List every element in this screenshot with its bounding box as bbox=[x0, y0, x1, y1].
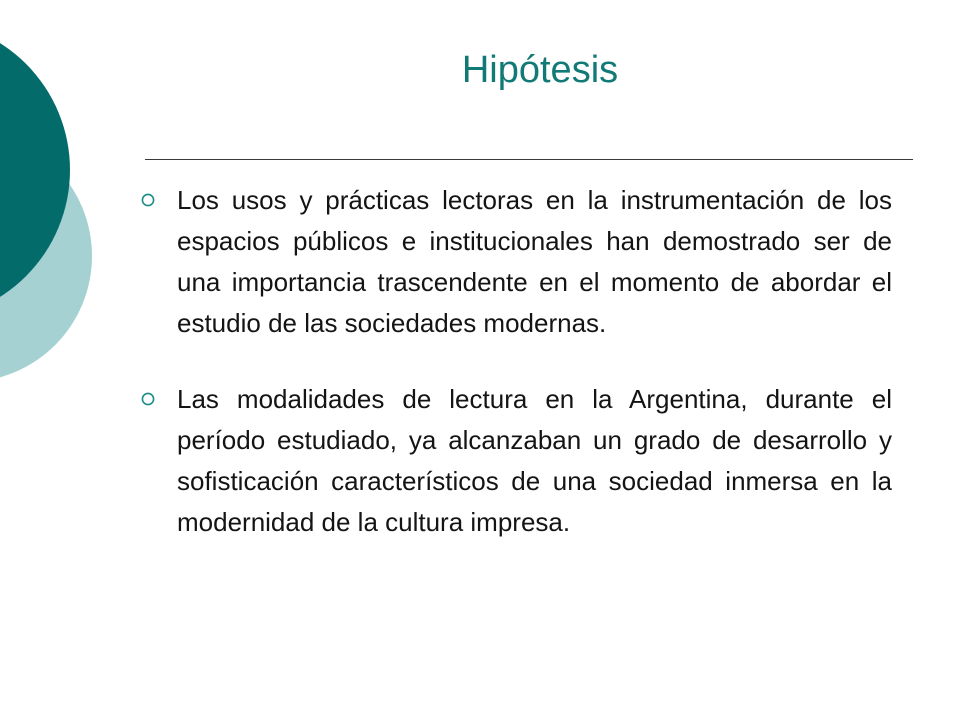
bullet-item bbox=[140, 180, 892, 344]
slide-title: Hipótesis bbox=[461, 49, 619, 91]
hollow-circle-bullet-icon bbox=[140, 192, 156, 208]
bullet-list bbox=[140, 180, 892, 543]
bullet-item bbox=[140, 379, 892, 543]
hollow-circle-bullet-icon bbox=[140, 391, 156, 407]
bullet-text: Las modalidades de lectura en la Argentina, durante el período estudiado, ya alcanzaban un grado de desarrollo y sofisticación característicos de una sociedad inmersa en la modernidad de la cultura impresa. bbox=[177, 384, 892, 537]
bullet-text: Los usos y prácticas lectoras en la instrumentación de los espacios públicos e institucionales han demostrado ser de una importancia trascendente en el momento de abordar el estudio de las sociedades modernas. bbox=[177, 185, 892, 338]
title-divider bbox=[145, 159, 913, 160]
